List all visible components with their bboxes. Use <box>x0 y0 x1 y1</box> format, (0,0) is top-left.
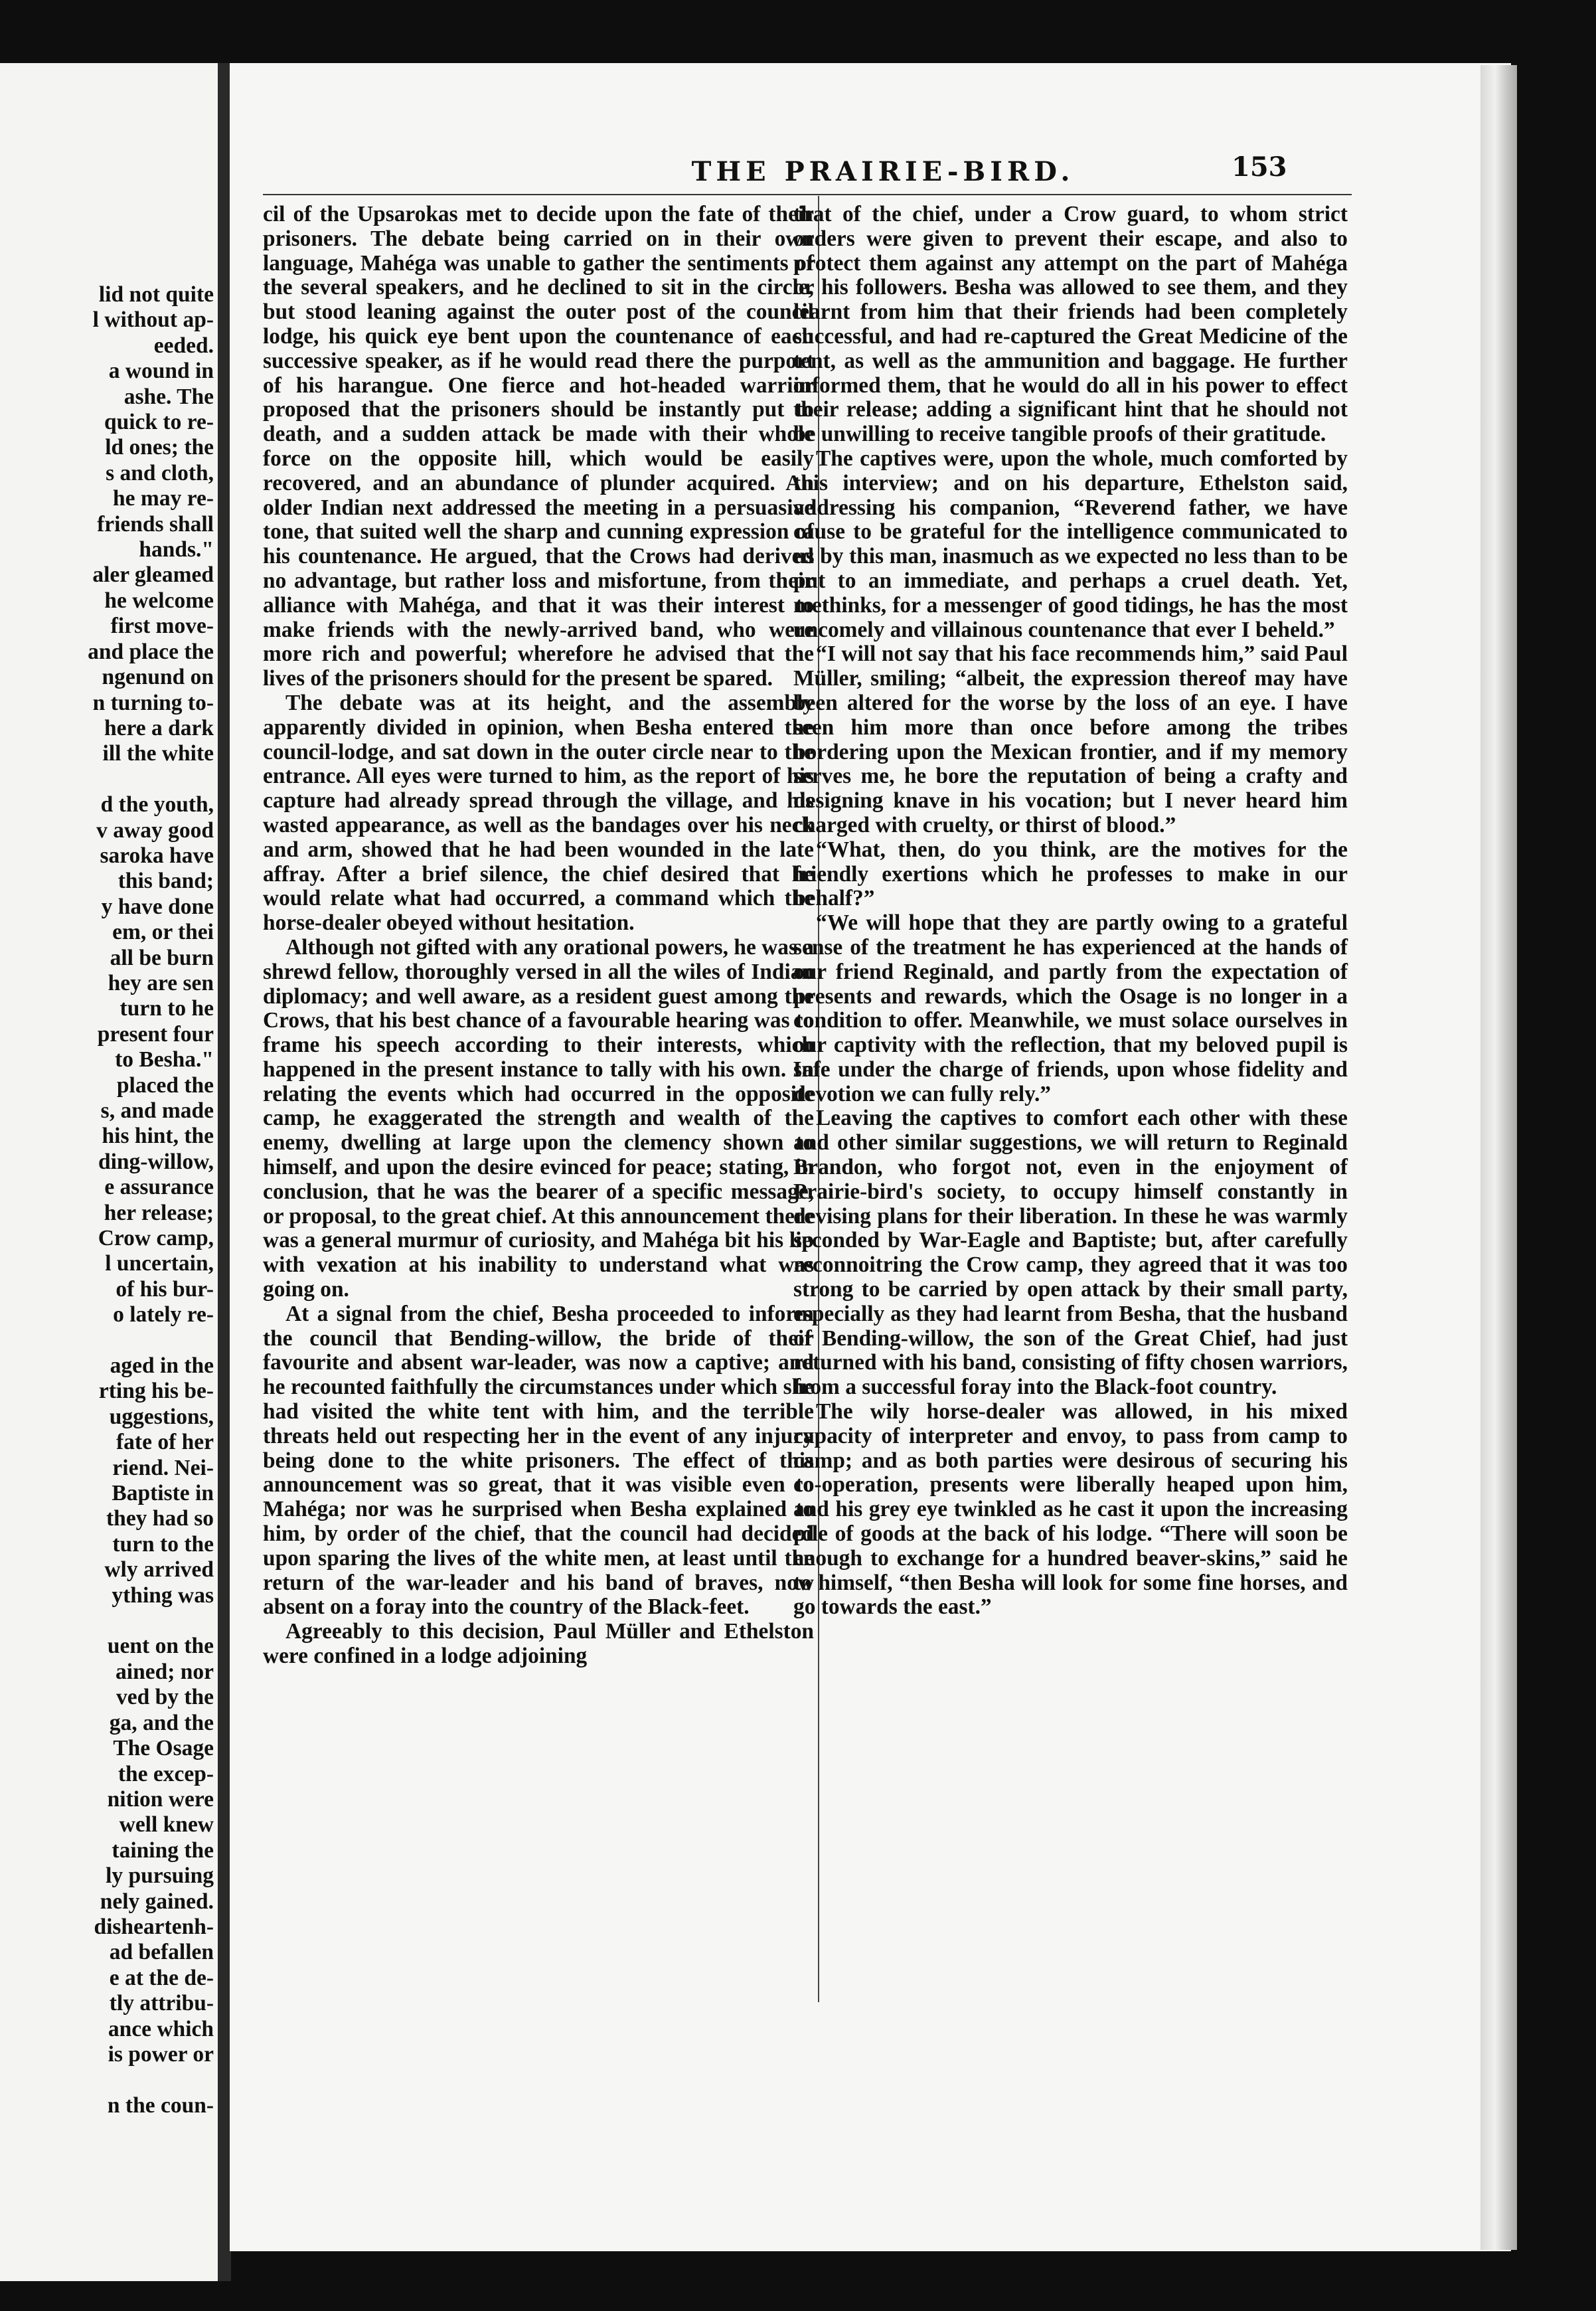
left-line-gap <box>0 2067 214 2093</box>
left-page-line: ance which <box>108 2016 214 2041</box>
text-column-left <box>263 203 814 1669</box>
paragraph: “We will hope that they are partly owing to a grateful sense of the treatment he has experienced at the hands of our friend Reginald, and partly from the expectation of presents and rewards, which the Osage is no longer in a condition to offer. Meanwhile, we must solace ourselves in our captivity with the reflection, that my beloved pupil is safe under the charge of friends, upon whose fidelity and devotion we can fully rely.” <box>793 910 1348 1106</box>
left-page-line: ved by the <box>116 1685 214 1710</box>
paragraph: “I will not say that his face recommends him,” said Paul Müller, smiling; “albeit, the expression thereof may have been altered for the worse by the loss of an eye. I have seen him more than once before among the tribes bordering upon the Mexican frontier, and if my memory serves me, he bore the reputation of being a crafty and designing knave in his vocation; but I never heard him charged with cruelty, or thirst of blood.” <box>793 642 1348 837</box>
left-page-line: ything was <box>112 1583 214 1608</box>
left-page-line: taining the <box>112 1838 214 1863</box>
paragraph: At a signal from the chief, Besha proceeded to inform the council that Bending-willow, the bride of their favourite and absent war-leader, was now a captive; and he recounted faithfully the circumstances under which she had visited the white tent with him, and the terrible threats held out respecting her in the event of any injury being done to the white prisoners. The effect of this announcement was so great, that it was visible even to Mahéga; nor was he surprised when Besha explained to him, by order of the chief, that the council had decided upon sparing the lives of the white men, at least until the return of the war-leader and his band of braves, now absent on a foray into the country of the Black-feet. <box>263 1301 814 1620</box>
left-page-line: this band; <box>118 869 214 894</box>
running-head: THE PRAIRIE-BIRD. <box>691 156 1075 187</box>
paragraph: The captives were, upon the whole, much comforted by this interview; and on his departure, Ethelston said, addressing his companion, “Reverend father, we have cause to be grateful for the intelligence communicated to us by this man, inasmuch as we expected no less than to be put to an immediate, and perhaps a cruel death. Yet, methinks, for a messenger of good tidings, he has the most uncomely and villainous countenance that ever I beheld.” <box>793 446 1348 642</box>
left-page-fragment <box>0 63 218 2281</box>
left-page-line: o lately re- <box>113 1302 214 1327</box>
text-column-right <box>793 203 1348 1620</box>
left-page-line: d the youth, <box>100 792 214 817</box>
left-page-line: the excep- <box>118 1761 214 1786</box>
left-page-line: y have done <box>101 894 214 919</box>
left-page-line: his hint, the <box>102 1124 214 1149</box>
left-page-line: n turning to- <box>92 690 214 715</box>
paragraph: that of the chief, under a Crow guard, to whom strict orders were given to prevent their escape, and also to protect them against any attempt on the part of Mahéga or his followers. Besha was allowed to see them, and they learnt from him that their friends had been completely successful, and had re-captured the Great Medicine of the tent, as well as the ammunition and baggage. He further informed them, that he would do all in his power to effect their release; adding a significant hint that he should not be unwilling to receive tangible proofs of their gratitude. <box>793 202 1348 447</box>
left-page-line: well knew <box>119 1812 214 1838</box>
left-page-line: ding-willow, <box>98 1149 214 1174</box>
paragraph: The wily horse-dealer was allowed, in his mixed capacity of interpreter and envoy, to pass from camp to camp; and as both parties were desirous of securing his co-operation, presents were liberally heaped upon him, and his grey eye twinkled as he cast it upon the increasing pile of goods at the back of his lodge. “There will soon be enough to exchange for a hundred beaver-skins,” said he to himself, “then Besha will look for some fine horses, and go towards the east.” <box>793 1399 1348 1620</box>
left-page-line: to Besha." <box>115 1047 214 1072</box>
left-page-line: he welcome <box>104 588 214 613</box>
left-page-line: em, or thei <box>112 920 214 945</box>
page-number: 153 <box>1232 151 1287 183</box>
paragraph: Although not gifted with any orational powers, he was a shrewd fellow, thoroughly versed in all the wiles of Indian diplomacy; and well aware, as a resident guest among the Crows, that his best chance of a favourable hearing was to frame his speech according to their interests, which happened in the present instance to tally with his own. In relating the events which had occurred in the opposite camp, he exaggerated the strength and wealth of the enemy, dwelling at large upon the clemency shown to himself, and upon the desire evinced for peace; stating, in conclusion, that he was the bearer of a specific message, or proposal, to the great chief. At this announcement there was a general murmur of curiosity, and Mahéga bit his lip with vexation at his inability to understand what was going on. <box>263 934 814 1302</box>
left-page-line: saroka have <box>100 843 214 868</box>
left-page-line: tly attribu- <box>109 1991 214 2016</box>
left-page-line: hey are sen <box>108 970 214 995</box>
left-page-line: is power or <box>108 2041 214 2067</box>
left-page-line: eeded. <box>153 333 214 358</box>
left-page-line: of his bur- <box>116 1276 214 1302</box>
left-page-line: they had so <box>106 1506 214 1531</box>
left-page-line: ly pursuing <box>106 1863 214 1889</box>
left-page-line: Crow camp, <box>98 1226 214 1251</box>
left-page-line: a wound in <box>108 359 214 384</box>
left-page-line: turn to he <box>120 996 214 1021</box>
left-page-line: friends shall <box>97 511 214 537</box>
paragraph: “What, then, do you think, are the motives for the friendly exertions which he professes to make in our behalf?” <box>793 837 1348 911</box>
left-page-line: rting his be- <box>98 1379 214 1404</box>
left-page-line: uent on the <box>107 1634 214 1659</box>
left-page-line: ad befallen <box>109 1940 214 1965</box>
left-page-line: Baptiste in <box>112 1481 214 1506</box>
left-page-line: The Osage <box>113 1736 214 1761</box>
left-page-line: riend. Nei- <box>112 1455 214 1480</box>
left-page-line: ashe. The <box>123 384 214 409</box>
left-page-line: her release; <box>104 1200 214 1225</box>
paragraph: Leaving the captives to comfort each other with these and other similar suggestions, we will return to Reginald Brandon, who forgot not, even in the enjoyment of Prairie-bird's society, to occupy himself constantly in devising plans for their liberation. In these he was warmly seconded by War-Eagle and Baptiste; but, after carefully reconnoitring the Crow camp, they agreed that it was too strong to be carried by open attack by their small party, especially as they had learnt from Besha, that the husband of Bending-willow, the son of the Great Chief, had just returned with his band, consisting of fifty chosen warriors, from a successful foray into the Black-foot country. <box>793 1106 1348 1400</box>
left-page-line: uggestions, <box>109 1404 214 1429</box>
left-line-gap <box>0 1608 214 1634</box>
left-page-line: here a dark <box>104 715 214 740</box>
left-page-line: placed the <box>116 1072 214 1098</box>
left-line-gap <box>0 767 214 792</box>
left-page-line: ga, and the <box>109 1710 214 1735</box>
left-page-line: v away good <box>96 817 214 843</box>
left-page-line: he may re- <box>113 486 214 511</box>
paragraph: cil of the Upsarokas met to decide upon the fate of their prisoners. The debate being carried on in their own language, Mahéga was unable to gather the sentiments of the several speakers, and he declined to sit in the circle, but stood leaning against the outer post of the council lodge, his quick eye bent upon the countenance of each successive speaker, as if he would read there the purport of his harangue. One fierce and hot-headed warrior proposed that the prisoners should be instantly put to death, and a sudden attack be made with their whole force on the opposite hill, which would be easily recovered, and an abundance of plunder acquired. An older Indian next addressed the meeting in a persuasive tone, that suited well the sharp and cunning expression of his countenance. He argued, that the Crows had derived no advantage, but rather loss and misfortune, from their alliance with Mahéga, and that it was their interest to make friends with the newly-arrived band, who were more rich and powerful; wherefore he advised that the lives of the prisoners should for the present be spared. <box>263 202 814 691</box>
left-page-line: aged in the <box>110 1353 214 1379</box>
left-page-line: first move- <box>110 614 214 639</box>
left-page-line: n the coun- <box>107 2093 214 2118</box>
left-page-line: fate of her <box>116 1430 214 1455</box>
left-page-line: e at the de- <box>109 1965 214 1990</box>
left-page-line: quick to re- <box>104 410 214 435</box>
left-page-line: present four <box>97 1021 214 1047</box>
left-page-line: hands." <box>139 537 214 562</box>
left-page-line: aler gleamed <box>92 562 214 588</box>
left-page-line: all be burn <box>110 945 214 970</box>
left-page-line: e assurance <box>104 1175 214 1200</box>
left-page-line: nely gained. <box>100 1889 214 1914</box>
left-page-line: l without ap- <box>92 307 214 333</box>
left-page-line: ill the white <box>102 741 214 766</box>
left-page-text <box>0 282 214 2118</box>
paragraph: Agreeably to this decision, Paul Müller and Ethelston were confined in a lodge adjoining <box>263 1619 814 1669</box>
left-page-line: and place the <box>88 639 214 664</box>
left-page-line: l uncertain, <box>105 1251 214 1276</box>
left-page-line: disheartenh- <box>94 1914 214 1939</box>
left-page-line: wly arrived <box>104 1557 214 1583</box>
left-page-line: turn to the <box>112 1531 214 1557</box>
header-rule <box>263 194 1352 195</box>
left-page-line: ngenund on <box>102 665 214 690</box>
left-page-line: lid not quite <box>98 282 214 307</box>
left-line-gap <box>0 1328 214 1353</box>
left-page-line: ained; nor <box>116 1659 214 1684</box>
left-page-line: ld ones; the <box>105 435 214 460</box>
left-page-line: s, and made <box>100 1098 214 1123</box>
book-binding <box>218 63 231 2281</box>
left-page-line: s and cloth, <box>106 460 214 485</box>
page-edge <box>1480 65 1517 2250</box>
left-page-line: nition were <box>107 1786 214 1812</box>
paragraph: The debate was at its height, and the assembly apparently divided in opinion, when Besha entered the council-lodge, and sat down in the outer circle near to the entrance. All eyes were turned to him, as the report of his capture had already spread through the village, and his wasted appearance, as well as the bandages over his neck and arm, showed that he had been wounded in the late affray. After a brief silence, the chief desired that he would relate what had occurred, a command which the horse-dealer obeyed without hesitation. <box>263 690 814 936</box>
